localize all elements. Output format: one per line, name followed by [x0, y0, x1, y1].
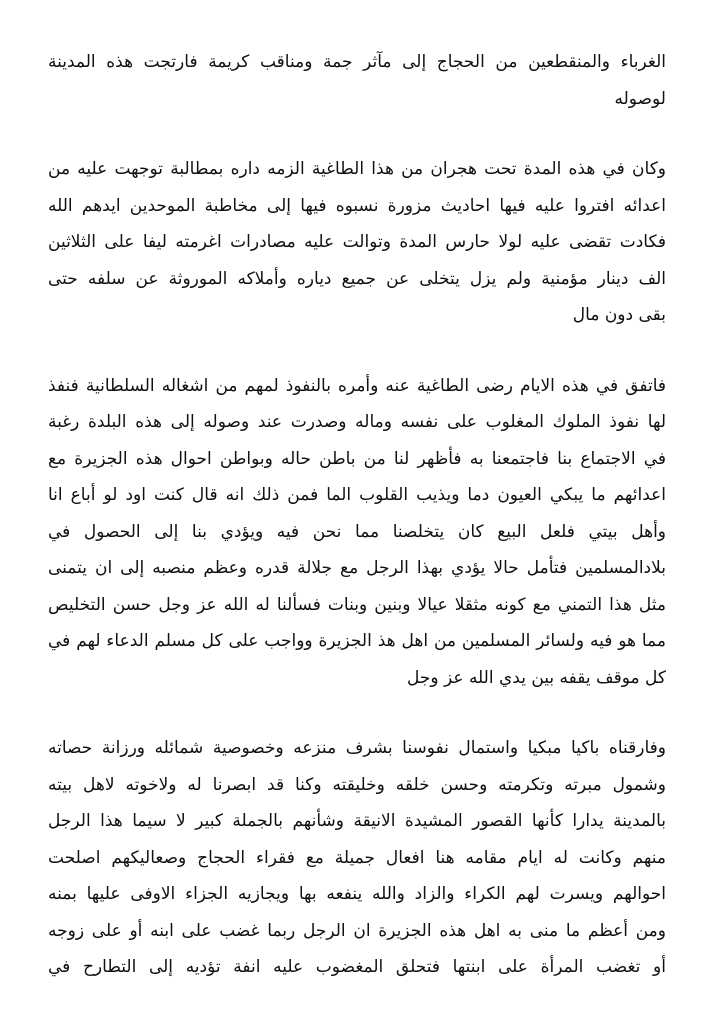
text-line: وكان في هذه المدة تحت هجران من هذا الطاغية الزمه داره بمطالبة توجهت عليه من — [48, 159, 666, 179]
paragraph-1 — [48, 44, 666, 117]
paragraph-2 — [48, 151, 666, 334]
text-line: الف دينار مؤمنية ولم يزل يتخلى عن جميع دياره وأملاكه الموروثة عن سلفه حتى — [48, 268, 666, 289]
text-line: وأهل بيتي فلعل البيع كان يتخلصنا مما نحن فيه ويؤدي بنا إلى الحصول في — [48, 521, 666, 542]
text-line: بالمدينة يدارا كأنها القصور المشيدة الانيقة وشأنهم بالجملة كبير لا سيما هذا الرجل — [48, 811, 666, 831]
text-line: أو تغضب المرأة على ابنتها فتحلق المغضوب عليه انفة تؤديه إلى التطارح في — [48, 957, 666, 977]
text-line: فاتفق في هذه الايام رضى الطاغية عنه وأمره بالنفوذ لمهم من اشغاله السلطانية فنفذ — [48, 375, 666, 396]
text-line: لها نفوذ الملوك المغلوب على نفسه وماله وصدرت عند وصوله إلى هذه البلدة رغبة — [48, 412, 666, 432]
text-line: مثل هذا التمني مع كونه مثقلا عيالا وبنين وبنات فسألنا له الله عز وجل حسن التخليص — [48, 594, 666, 615]
text-line: اعدائهم ما يبكي العيون دما ويذيب القلوب الما فمن ذلك انه قال كنت اود لو أباع انا — [48, 485, 666, 505]
paragraph-4 — [48, 730, 666, 986]
text-line: في الاجتماع بنا فاجتمعنا به فأظهر لنا من باطن حاله وبواطن احوال هذه الجزيرة مع — [48, 448, 666, 469]
text-line: وشمول مبرته وتكرمته وحسن خلقه وخليقته وكنا قد ابصرنا له ولاخوته لاهل بيته — [48, 774, 666, 795]
text-line: لوصوله — [614, 88, 666, 109]
text-line: كل موقف يقفه بين يدي الله عز وجل — [407, 667, 666, 688]
paragraph-3 — [48, 368, 666, 697]
text-line: فكادت تقضى عليه لولا حارس المدة وتوالت عليه مصادرات اغرمته ليفا على الثلاثين — [48, 232, 666, 252]
text-line: اعدائه افتروا عليه فيها احاديث مزورة نسبوه فيها إلى مخاطبة الموحدين ايدهم الله — [48, 195, 666, 216]
text-line: الغرباء والمنقطعين من الحجاج إلى مآثر جمة ومناقب كريمة فارتجت هذه المدينة — [48, 52, 666, 72]
text-line: احوالهم ويسرت لهم الكراء والزاد والله ينفعه بها ويجازيه الجزاء الاوفى عليها بمنه — [48, 884, 666, 904]
text-line: وفارقناه باكيا مبكيا واستمال نفوسنا بشرف منزعه وخصوصية شمائله ورزانة حصاته — [48, 738, 666, 758]
text-line: ومن أعظم ما منى به اهل هذه الجزيرة ان الرجل ربما غضب على ابنه أو على زوجه — [48, 920, 666, 941]
document-page — [48, 44, 666, 1020]
text-line: منهم وكانت له ايام مقامه هنا افعال جميلة مع فقراء الحجاج وصعاليكهم اصلحت — [48, 847, 666, 868]
text-line: بقى دون مال — [572, 305, 666, 325]
text-line: بلادالمسلمين فتأمل حالا يؤدي بهذا الرجل مع جلالة قدره وعظم منصبه إلى ان يتمنى — [48, 558, 666, 578]
text-line: مما هو فيه ولسائر المسلمين من اهل هذ الجزيرة وواجب على كل مسلم الدعاء لهم في — [48, 631, 666, 651]
